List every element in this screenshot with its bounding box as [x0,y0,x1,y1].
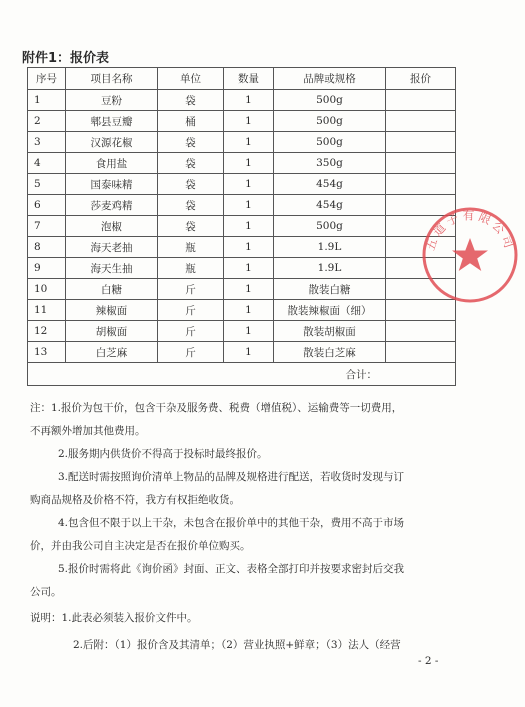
cell-seq: 12 [28,321,66,342]
cell-brand-spec: 350g [274,153,386,174]
cell-unit: 斤 [158,279,224,300]
table-row [28,279,456,300]
cell-quantity: 1 [224,258,274,279]
cell-unit: 袋 [158,216,224,237]
seal-star-icon [452,238,488,271]
cell-unit: 斤 [158,321,224,342]
cell-brand-spec: 500g [274,111,386,132]
explain-line-2: 2.后附：（1）报价含及其清单；（2）营业执照+鲜章；（3）法人（经营 [73,639,401,651]
seal-text: 五道子有限公司 [422,208,518,253]
cell-brand-spec: 454g [274,195,386,216]
cell-item-name: 国泰味精 [66,174,158,195]
cell-item-name: 胡椒面 [66,321,158,342]
cell-seq: 9 [28,258,66,279]
cell-brand-spec: 454g [274,174,386,195]
cell-quantity: 1 [224,195,274,216]
cell-unit: 斤 [158,300,224,321]
cell-brand-spec: 散装白糖 [274,279,386,300]
total-row [28,363,456,386]
cell-item-name: 莎麦鸡精 [66,195,158,216]
note-4b: 价，并由我公司自主决定是否在报价单位购买。 [30,540,251,552]
note-1b: 不再额外增加其他费用。 [30,425,146,437]
note-5b: 公司。 [30,586,62,598]
cell-unit: 袋 [158,90,224,111]
table-row [28,111,456,132]
table-row [28,300,456,321]
cell-quantity: 1 [224,90,274,111]
cell-price [386,111,456,132]
cell-unit: 斤 [158,342,224,363]
company-seal-stamp [415,200,525,310]
cell-quantity: 1 [224,174,274,195]
cell-seq: 10 [28,279,66,300]
cell-seq: 1 [28,90,66,111]
cell-item-name: 郫县豆瓣 [66,111,158,132]
cell-brand-spec: 500g [274,132,386,153]
cell-brand-spec: 散装白芝麻 [274,342,386,363]
cell-item-name: 辣椒面 [66,300,158,321]
header-item-name: 项目名称 [66,68,158,90]
cell-unit: 瓶 [158,237,224,258]
table-row [28,237,456,258]
header-unit: 单位 [158,68,224,90]
cell-quantity: 1 [224,153,274,174]
table-header-row [28,68,456,90]
table-row [28,216,456,237]
cell-brand-spec: 500g [274,216,386,237]
cell-quantity: 1 [224,237,274,258]
cell-price [386,321,456,342]
cell-quantity: 1 [224,216,274,237]
header-seq: 序号 [28,68,66,90]
cell-quantity: 1 [224,342,274,363]
cell-unit: 袋 [158,195,224,216]
page-title: 附件1：报价表 [22,51,110,66]
table-row [28,153,456,174]
table-row [28,195,456,216]
table-row [28,174,456,195]
table-row [28,342,456,363]
cell-unit: 袋 [158,132,224,153]
cell-price [386,90,456,111]
cell-item-name: 海天老抽 [66,237,158,258]
cell-brand-spec: 1.9L [274,237,386,258]
page-number: - 2 - [418,655,439,667]
cell-quantity: 1 [224,279,274,300]
cell-brand-spec: 散装辣椒面（细） [274,300,386,321]
cell-seq: 3 [28,132,66,153]
cell-price [386,174,456,195]
cell-item-name: 海天生抽 [66,258,158,279]
cell-seq: 7 [28,216,66,237]
cell-unit: 瓶 [158,258,224,279]
notes-section [30,397,455,604]
cell-unit: 桶 [158,111,224,132]
cell-unit: 袋 [158,174,224,195]
note-3a: 3.配送时需按照询价清单上物品的品牌及规格进行配送，若收货时发现与订 [58,471,405,483]
cell-seq: 4 [28,153,66,174]
cell-unit: 袋 [158,153,224,174]
explanation-section [30,605,455,659]
note-5a: 5.报价时需将此《询价函》封面、正文、表格全部打印并按要求密封后交我 [58,563,405,575]
cell-item-name: 食用盐 [66,153,158,174]
cell-price [386,132,456,153]
cell-seq: 2 [28,111,66,132]
header-price: 报价 [386,68,456,90]
note-4a: 4.包含但不限于以上干杂，未包含在报价单中的其他干杂，费用不高于市场 [58,517,405,529]
cell-item-name: 汉源花椒 [66,132,158,153]
note-1a: 注：1.报价为包干价，包含干杂及服务费、税费（增值税）、运输费等一切费用， [30,402,403,414]
cell-quantity: 1 [224,321,274,342]
cell-quantity: 1 [224,111,274,132]
cell-item-name: 豆粉 [66,90,158,111]
table-row [28,321,456,342]
total-label: 合计： [28,363,456,386]
cell-item-name: 白糖 [66,279,158,300]
cell-seq: 8 [28,237,66,258]
cell-brand-spec: 1.9L [274,258,386,279]
table-row [28,90,456,111]
header-quantity: 数量 [224,68,274,90]
explain-line-1: 说明：1.此表必须装入报价文件中。 [30,612,198,624]
cell-quantity: 1 [224,300,274,321]
cell-seq: 13 [28,342,66,363]
cell-quantity: 1 [224,132,274,153]
table-row [28,132,456,153]
cell-item-name: 白芝麻 [66,342,158,363]
cell-seq: 5 [28,174,66,195]
note-3b: 购商品规格及价格不符，我方有权拒绝收货。 [30,494,240,506]
header-brand-spec: 品牌或规格 [274,68,386,90]
cell-price [386,342,456,363]
cell-seq: 11 [28,300,66,321]
cell-brand-spec: 500g [274,90,386,111]
cell-brand-spec: 散装胡椒面 [274,321,386,342]
cell-item-name: 泡椒 [66,216,158,237]
table-row [28,258,456,279]
cell-price [386,153,456,174]
quote-table [27,67,456,386]
cell-seq: 6 [28,195,66,216]
note-2: 2.服务期内供货价不得高于投标时最终报价。 [58,448,268,460]
